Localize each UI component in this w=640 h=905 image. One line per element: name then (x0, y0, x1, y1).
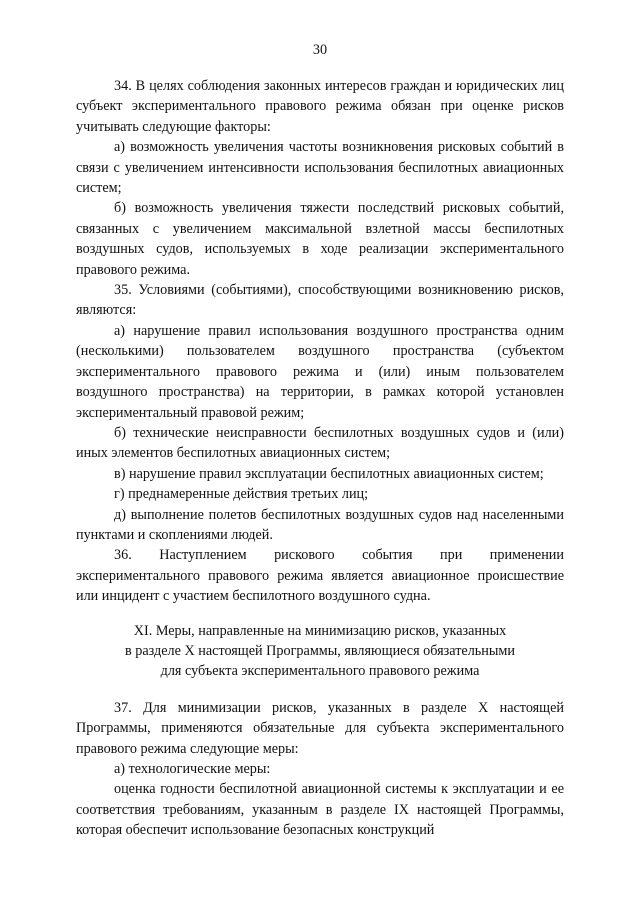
paragraph-35: 35. Условиями (событиями), способствующими возникновению рисков, являются: (76, 282, 564, 319)
paragraph-35-g: г) преднамеренные действия третьих лиц; (114, 486, 369, 503)
section-heading-line: в разделе X настоящей Программы, являющиеся обязательными (125, 642, 515, 659)
paragraph-35-b: б) технические неисправности беспилотных воздушных судов и (или) иных элементов беспилотных авиационных систем; (76, 424, 564, 462)
paragraph-35-a: а) нарушение правил использования воздушного пространства одним (несколькими) пользователем воздушного пространства (субъектом экспериментального правового режима и (или) иным пользователем воздушного пространства) на территории, в рамках которой установлен экспериментальный правовой режим; (76, 322, 564, 421)
section-heading-line: для субъекта экспериментального правового режима (160, 663, 480, 680)
paragraph-35-d: д) выполнение полетов беспилотных воздушных судов над населенными пунктами и скоплениями людей. (76, 506, 564, 543)
paragraph-34-b: б) возможность увеличения тяжести последствий рисковых событий, связанных с увеличением максимальной взлетной массы беспилотных воздушных судов, используемых в ходе реализации экспериментального правового режима. (76, 200, 564, 278)
paragraph-37: 37. Для минимизации рисков, указанных в разделе X настоящей Программы, применяются обязательные для субъекта экспериментального правового режима следующие меры: (76, 699, 564, 757)
section-heading-xi (76, 621, 564, 682)
paragraph-34-a: а) возможность увеличения частоты возникновения рисковых событий в связи с увеличением интенсивности использования беспилотных авиационных систем; (76, 139, 564, 197)
page-number: 30 (312, 42, 328, 58)
section-heading-line: XI. Меры, направленные на минимизацию рисков, указанных (133, 622, 507, 639)
paragraph-36: 36. Наступлением рискового события при применении экспериментального правового режима является авиационное происшествие или инцидент с участием беспилотного воздушного судна. (76, 547, 564, 605)
paragraph-37-a: а) технологические меры: (114, 761, 271, 777)
paragraph-34: 34. В целях соблюдения законных интересов граждан и юридических лиц субъект экспериментального правового режима обязан при оценке рисков учитывать следующие факторы: (76, 78, 564, 135)
paragraph-35-v: в) нарушение правил эксплуатации беспилотных авиационных систем; (114, 465, 544, 482)
paragraph-37-a-text: оценка годности беспилотной авиационной системы к эксплуатации и ее соответствия требованиям, указанным в разделе IX настоящей Программы, которая обеспечит использование безопасных конструкций (76, 781, 564, 839)
document-body (76, 76, 564, 841)
